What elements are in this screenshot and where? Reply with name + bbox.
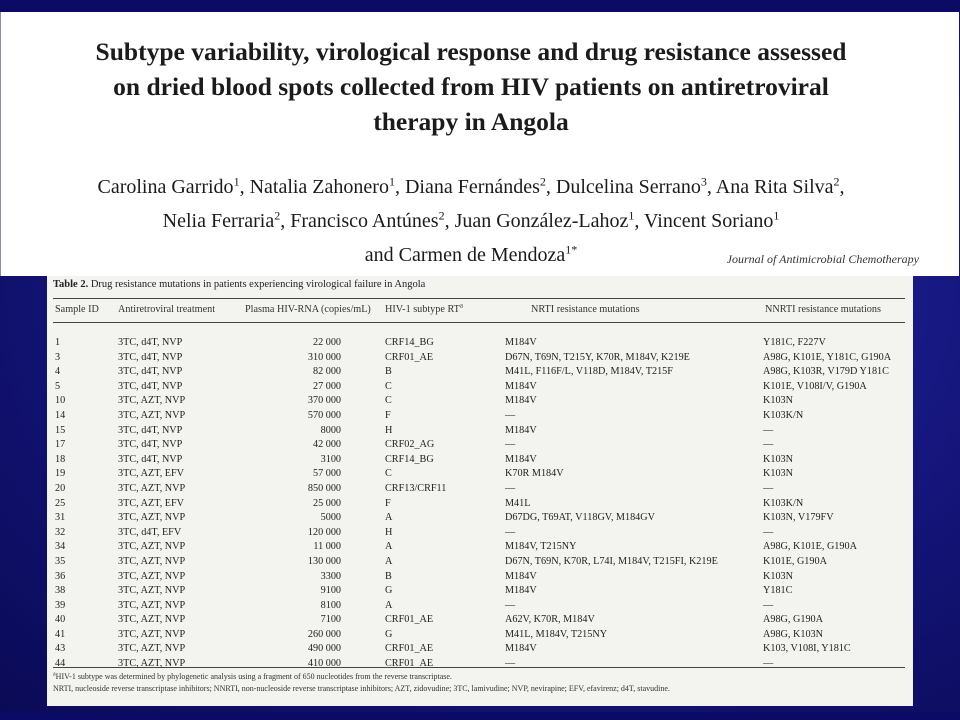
table-row bbox=[53, 584, 905, 599]
table-row bbox=[53, 570, 905, 585]
cell-rna: 260 000 bbox=[307, 628, 341, 640]
cell-subtype: H bbox=[385, 424, 393, 436]
header-subtype-footnote-mark: a bbox=[459, 301, 463, 310]
header-subtype-text: HIV-1 subtype RT bbox=[385, 304, 460, 315]
author-separator: , bbox=[634, 210, 645, 232]
paper-header bbox=[0, 12, 959, 276]
cell-rna: 57 000 bbox=[312, 468, 341, 480]
cell-rna: 5000 bbox=[320, 512, 341, 524]
cell-nrti: M184V bbox=[505, 453, 537, 465]
author-affiliation: 1 bbox=[388, 174, 395, 189]
title-line: Subtype variability, virological response and drug resistance assessed bbox=[95, 37, 847, 66]
slide-bottom-bar bbox=[0, 712, 960, 720]
table-row bbox=[53, 336, 905, 351]
cell-rna: 25 000 bbox=[312, 497, 341, 509]
cell-sample-id: 17 bbox=[55, 439, 66, 451]
cell-nnrti: — bbox=[763, 482, 774, 494]
cell-nnrti: — bbox=[763, 526, 774, 538]
cell-nnrti: A98G, K103N bbox=[763, 628, 823, 640]
cell-subtype: CRF02_AG bbox=[385, 439, 435, 451]
cell-rna: 310 000 bbox=[307, 351, 341, 363]
author-affiliation: 1 bbox=[628, 208, 635, 223]
footnote-abbreviations: NRTI, nucleoside reverse transcriptase inhibitors; NNRTI, non-nucleoside reverse transcriptase inhibitors; AZT, zidovudine; 3TC, lamivudine; NVP, nevirapine; EFV, efavirenz; d4T, stavudine. bbox=[53, 684, 670, 693]
cell-treatment: 3TC, AZT, NVP bbox=[118, 570, 186, 582]
cell-treatment: 3TC, AZT, NVP bbox=[118, 599, 186, 611]
author-separator: , bbox=[394, 176, 405, 198]
author-separator: , bbox=[545, 176, 556, 198]
author-affiliation: 1 bbox=[233, 174, 240, 189]
resistance-table bbox=[47, 276, 913, 706]
table-row bbox=[53, 526, 905, 541]
cell-treatment: 3TC, AZT, NVP bbox=[118, 628, 186, 640]
title-line: on dried blood spots collected from HIV patients on antiretroviral bbox=[113, 72, 829, 101]
cell-nrti: M184V bbox=[505, 424, 537, 436]
author-name: Nelia Ferraria bbox=[162, 210, 275, 232]
cell-treatment: 3TC, AZT, NVP bbox=[118, 395, 186, 407]
table-row bbox=[53, 394, 905, 409]
cell-subtype: CRF01_AE bbox=[385, 614, 434, 626]
cell-rna: 570 000 bbox=[307, 409, 341, 421]
cell-treatment: 3TC, AZT, NVP bbox=[118, 409, 186, 421]
cell-sample-id: 20 bbox=[55, 482, 66, 494]
author-separator: , bbox=[280, 210, 291, 232]
cell-sample-id: 25 bbox=[55, 497, 66, 509]
cell-sample-id: 10 bbox=[55, 395, 66, 407]
cell-nrti: — bbox=[505, 439, 516, 451]
header-nnrti: NNRTI resistance mutations bbox=[765, 304, 881, 315]
cell-nrti: K70R M184V bbox=[505, 468, 564, 480]
cell-subtype: C bbox=[385, 380, 392, 392]
cell-subtype: A bbox=[385, 555, 393, 567]
cell-rna: 11 000 bbox=[313, 541, 341, 553]
cell-sample-id: 40 bbox=[55, 614, 66, 626]
cell-nnrti: K103N bbox=[763, 468, 793, 480]
cell-nrti: M184V bbox=[505, 337, 537, 348]
author-affiliation: 1 bbox=[773, 208, 780, 223]
cell-nnrti: — bbox=[763, 658, 774, 670]
cell-rna: 22 000 bbox=[312, 337, 341, 348]
author-line bbox=[21, 170, 921, 204]
cell-subtype: B bbox=[385, 570, 392, 582]
cell-nrti: D67N, T69N, T215Y, K70R, M184V, K219E bbox=[505, 351, 690, 363]
cell-rna: 9100 bbox=[320, 585, 341, 597]
footnote-mark: a bbox=[53, 671, 56, 678]
cell-treatment: 3TC, AZT, NVP bbox=[118, 541, 186, 553]
cell-treatment: 3TC, AZT, NVP bbox=[118, 643, 186, 655]
cell-nrti: — bbox=[505, 409, 516, 421]
cell-nnrti: A98G, G190A bbox=[763, 614, 823, 626]
table-caption bbox=[53, 279, 425, 290]
author-separator: , bbox=[239, 176, 250, 198]
table-row bbox=[53, 613, 905, 628]
author-name: Francisco Antúnes bbox=[290, 210, 439, 232]
table-row bbox=[53, 642, 905, 657]
cell-treatment: 3TC, AZT, NVP bbox=[118, 585, 186, 597]
table-row bbox=[53, 453, 905, 468]
cell-nnrti: — bbox=[763, 599, 774, 611]
cell-treatment: 3TC, AZT, EFV bbox=[118, 497, 185, 509]
cell-sample-id: 19 bbox=[55, 468, 66, 480]
cell-subtype: A bbox=[385, 599, 393, 611]
cell-nnrti: — bbox=[763, 439, 774, 451]
author-name: Dulcelina Serrano bbox=[555, 176, 701, 198]
cell-nnrti: — bbox=[763, 424, 774, 436]
cell-subtype: C bbox=[385, 468, 392, 480]
cell-treatment: 3TC, d4T, NVP bbox=[118, 453, 183, 465]
cell-rna: 130 000 bbox=[307, 555, 341, 567]
cell-subtype: A bbox=[385, 541, 393, 553]
author-affiliation: 2 bbox=[438, 208, 445, 223]
cell-nnrti: K101E, V108I/V, G190A bbox=[763, 380, 867, 392]
table-row bbox=[53, 380, 905, 395]
cell-treatment: 3TC, AZT, NVP bbox=[118, 614, 186, 626]
cell-nrti: M184V bbox=[505, 395, 537, 407]
cell-nnrti: K101E, G190A bbox=[763, 555, 827, 567]
table-caption-text: Drug resistance mutations in patients experiencing virological failure in Angola bbox=[88, 279, 426, 290]
cell-treatment: 3TC, d4T, NVP bbox=[118, 351, 183, 363]
cell-sample-id: 31 bbox=[55, 512, 66, 524]
footnote-subtype bbox=[53, 671, 905, 683]
author-affiliation: 3 bbox=[700, 174, 707, 189]
cell-rna: 410 000 bbox=[307, 658, 341, 670]
cell-nrti: — bbox=[505, 658, 516, 670]
cell-sample-id: 1 bbox=[55, 337, 61, 348]
cell-rna: 82 000 bbox=[312, 366, 341, 378]
table-bottom-rule bbox=[53, 667, 905, 668]
cell-sample-id: 43 bbox=[55, 643, 66, 655]
cell-sample-id: 36 bbox=[55, 570, 66, 582]
cell-sample-id: 44 bbox=[55, 658, 66, 670]
author-separator: and bbox=[364, 244, 399, 266]
table-row bbox=[53, 467, 905, 482]
cell-sample-id: 5 bbox=[55, 380, 61, 392]
cell-nrti: M184V bbox=[505, 380, 537, 392]
author-separator: , bbox=[706, 176, 716, 198]
cell-subtype: F bbox=[385, 497, 391, 509]
cell-subtype: CRF01_AE bbox=[385, 658, 434, 670]
cell-subtype: CRF14_BG bbox=[385, 337, 434, 348]
table-row bbox=[53, 409, 905, 424]
cell-nnrti: K103N, V179FV bbox=[763, 512, 834, 524]
paper-title bbox=[21, 34, 921, 139]
table-row bbox=[53, 365, 905, 380]
cell-treatment: 3TC, d4T, NVP bbox=[118, 366, 183, 378]
cell-nnrti: A98G, K103R, V179D Y181C bbox=[763, 366, 889, 378]
cell-nrti: M184V bbox=[505, 570, 537, 582]
table-row bbox=[53, 482, 905, 497]
header-sample-id: Sample ID bbox=[55, 304, 99, 315]
table-row bbox=[53, 657, 905, 672]
cell-nnrti: K103N bbox=[763, 395, 793, 407]
table-header-rule bbox=[53, 322, 905, 323]
cell-nnrti: Y181C, F227V bbox=[763, 337, 826, 348]
table-row bbox=[53, 599, 905, 614]
cell-nrti: — bbox=[505, 482, 516, 494]
cell-nnrti: Y181C bbox=[763, 585, 793, 597]
author-separator: , bbox=[444, 210, 455, 232]
table-row bbox=[53, 540, 905, 555]
cell-treatment: 3TC, d4T, NVP bbox=[118, 439, 183, 451]
cell-nrti: M184V bbox=[505, 643, 537, 655]
cell-treatment: 3TC, d4T, NVP bbox=[118, 337, 183, 348]
cell-nrti: M184V bbox=[505, 585, 537, 597]
cell-nnrti: A98G, K101E, G190A bbox=[763, 541, 857, 553]
cell-treatment: 3TC, AZT, NVP bbox=[118, 658, 186, 670]
author-affiliation: 2 bbox=[274, 208, 281, 223]
cell-rna: 490 000 bbox=[307, 643, 341, 655]
cell-sample-id: 39 bbox=[55, 599, 66, 611]
cell-rna: 3300 bbox=[320, 570, 341, 582]
cell-rna: 7100 bbox=[320, 614, 341, 626]
cell-rna: 8100 bbox=[320, 599, 341, 611]
header-treatment: Antiretroviral treatment bbox=[118, 304, 216, 315]
table-row bbox=[53, 438, 905, 453]
cell-sample-id: 14 bbox=[55, 409, 66, 421]
cell-rna: 27 000 bbox=[312, 380, 341, 392]
cell-rna: 3100 bbox=[320, 453, 341, 465]
table-top-rule bbox=[53, 298, 905, 299]
author-affiliation: 2 bbox=[833, 174, 840, 189]
table-row bbox=[53, 424, 905, 439]
author-name: Natalia Zahonero bbox=[249, 176, 389, 198]
cell-subtype: CRF14_BG bbox=[385, 453, 434, 465]
cell-sample-id: 3 bbox=[55, 351, 61, 363]
cell-treatment: 3TC, AZT, NVP bbox=[118, 555, 186, 567]
journal-name: Journal of Antimicrobial Chemotherapy bbox=[726, 252, 919, 266]
cell-nnrti: A98G, K101E, Y181C, G190A bbox=[763, 351, 892, 363]
cell-subtype: CRF01_AE bbox=[385, 351, 434, 363]
table-row bbox=[53, 497, 905, 512]
author-name: Juan González-Lahoz bbox=[454, 210, 629, 232]
cell-nrti: M184V, T215NY bbox=[505, 541, 577, 553]
cell-subtype: G bbox=[385, 628, 393, 640]
title-line: therapy in Angola bbox=[373, 107, 569, 136]
slide-top-bar bbox=[0, 0, 960, 12]
header-rna: Plasma HIV-RNA (copies/mL) bbox=[245, 304, 371, 315]
cell-subtype: H bbox=[385, 526, 393, 538]
cell-subtype: C bbox=[385, 395, 392, 407]
table-caption-label: Table 2. bbox=[53, 279, 89, 290]
cell-nnrti: K103N bbox=[763, 453, 793, 465]
cell-rna: 8000 bbox=[320, 424, 341, 436]
cell-subtype: A bbox=[385, 512, 393, 524]
cell-sample-id: 34 bbox=[55, 541, 66, 553]
footnote-subtype-text: HIV-1 subtype was determined by phylogenetic analysis using a fragment of 650 nucleotides from the reverse transcriptase. bbox=[55, 672, 452, 681]
cell-treatment: 3TC, d4T, NVP bbox=[118, 424, 183, 436]
cell-nrti: M41L, F116F/L, V118D, M184V, T215F bbox=[505, 366, 673, 378]
table-body bbox=[53, 336, 905, 672]
author-name: Carolina Garrido bbox=[97, 176, 234, 198]
cell-sample-id: 4 bbox=[55, 366, 61, 378]
table-footnotes bbox=[53, 671, 905, 695]
cell-sample-id: 41 bbox=[55, 628, 66, 640]
cell-subtype: F bbox=[385, 409, 391, 421]
cell-treatment: 3TC, AZT, NVP bbox=[118, 512, 186, 524]
author-affiliation: 2 bbox=[539, 174, 546, 189]
cell-rna: 850 000 bbox=[307, 482, 341, 494]
cell-treatment: 3TC, AZT, EFV bbox=[118, 468, 185, 480]
table-row bbox=[53, 511, 905, 526]
cell-nrti: A62V, K70R, M184V bbox=[505, 614, 595, 626]
cell-rna: 120 000 bbox=[307, 526, 341, 538]
cell-nnrti: K103, V108I, Y181C bbox=[763, 643, 851, 655]
cell-rna: 42 000 bbox=[312, 439, 341, 451]
cell-subtype: CRF13/CRF11 bbox=[385, 482, 447, 494]
cell-sample-id: 35 bbox=[55, 555, 66, 567]
table-header-row bbox=[53, 303, 905, 321]
cell-rna: 370 000 bbox=[307, 395, 341, 407]
header-nrti: NRTI resistance mutations bbox=[531, 304, 640, 315]
cell-nrti: — bbox=[505, 599, 516, 611]
cell-subtype: CRF01_AE bbox=[385, 643, 434, 655]
author-name: Carmen de Mendoza bbox=[398, 244, 566, 266]
cell-treatment: 3TC, d4T, NVP bbox=[118, 380, 183, 392]
cell-sample-id: 32 bbox=[55, 526, 66, 538]
table-row bbox=[53, 555, 905, 570]
cell-nrti: D67DG, T69AT, V118GV, M184GV bbox=[505, 512, 655, 524]
author-affiliation: 1* bbox=[565, 242, 578, 257]
header-subtype bbox=[385, 303, 463, 317]
author-name: Ana Rita Silva bbox=[715, 176, 834, 198]
cell-subtype: B bbox=[385, 366, 392, 378]
cell-nrti: — bbox=[505, 526, 516, 538]
cell-nrti: M41L bbox=[505, 497, 531, 509]
cell-treatment: 3TC, d4T, EFV bbox=[118, 526, 182, 538]
cell-nnrti: K103N bbox=[763, 570, 793, 582]
author-name: Diana Fernándes bbox=[404, 176, 540, 198]
cell-subtype: G bbox=[385, 585, 393, 597]
table-row bbox=[53, 351, 905, 366]
cell-sample-id: 38 bbox=[55, 585, 66, 597]
cell-sample-id: 18 bbox=[55, 453, 66, 465]
cell-nrti: M41L, M184V, T215NY bbox=[505, 628, 608, 640]
author-name: Vincent Soriano bbox=[644, 210, 774, 232]
cell-nnrti: K103K/N bbox=[763, 409, 804, 421]
author-line bbox=[21, 204, 921, 238]
cell-nrti: D67N, T69N, K70R, L74I, M184V, T215FI, K219E bbox=[505, 555, 718, 567]
cell-sample-id: 15 bbox=[55, 424, 66, 436]
cell-treatment: 3TC, AZT, NVP bbox=[118, 482, 186, 494]
author-separator: , bbox=[839, 176, 845, 198]
table-row bbox=[53, 628, 905, 643]
cell-nnrti: K103K/N bbox=[763, 497, 804, 509]
